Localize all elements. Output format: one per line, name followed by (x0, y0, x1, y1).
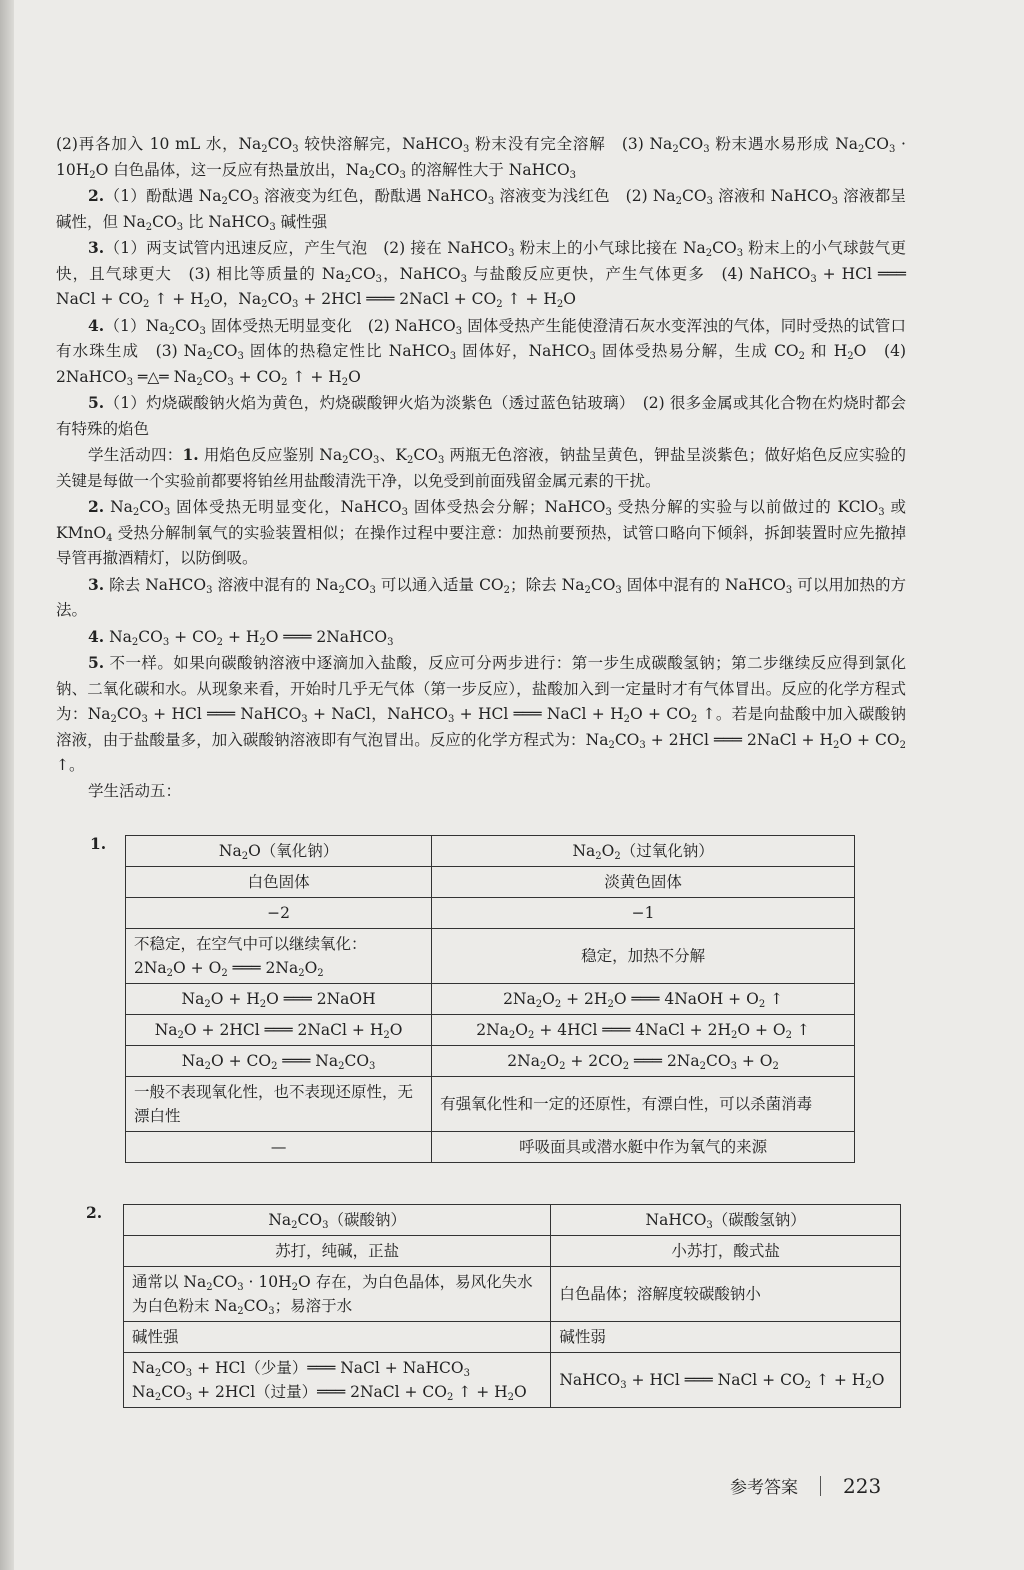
table-cell: 有强氧化性和一定的还原性，有漂白性，可以杀菌消毒 (432, 1077, 855, 1132)
table-cell: 苏打，纯碱，正盐 (124, 1236, 551, 1267)
page-number: 223 (843, 1473, 882, 1498)
answer-paragraph: 2. $Na_2CO_3$ 固体受热无明显变化，NaHCO$_3$ 固体受热会分解；NaHCO$_3$ 受热分解的实验与以前做过的 KClO$_3$ 或 KMnO$_4$ 受热分解制氧气的实验装置相似；在操作过程中要注意：加热前要预热，试管口略向下倾斜，拆卸装置时应先撤掉导管再撤酒精灯，以防倒吸。 (56, 497, 906, 567)
table-cell: $Na_2CO_3 + HCl$（少量）═══ NaCl + NaHCO$_3$ $Na_2CO_3 + 2HCl$（过量）═══ 2NaCl + $CO_2$ ↑ + $H_2O$ (124, 1353, 551, 1408)
table2-label: 2. (86, 1203, 103, 1222)
answer-paragraph: 3. 除去 NaHCO$_3$ 溶液中混有的 $Na_2CO_3$ 可以通入适量 $CO_2$；除去 $Na_2CO_3$ 固体中混有的 NaHCO$_3$ 可以用加热的方法。 (56, 574, 907, 619)
footer-section-title: 参考答案 (730, 1478, 798, 1498)
table-cell: −2 (126, 898, 432, 929)
answer-paragraph: 5.（1）灼烧碳酸钠火焰为黄色，灼烧碳酸钾火焰为淡紫色（透过蓝色钴玻璃） (2) 很多金属或其化合物在灼烧时都会有特殊的焰色 (56, 393, 906, 438)
table-cell: $Na_2O + CO_2$ ═══ $Na_2CO_3$ (126, 1046, 432, 1077)
answer-paragraph: 5. 不一样。如果向碳酸钠溶液中逐滴加入盐酸，反应可分两步进行：第一步生成碳酸氢钠；第二步继续反应得到氯化钠、二氧化碳和水。从现象来看，开始时几乎无气体（第一步反应），盐酸加入到一定量时才有气体冒出。反应的化学方程式为：$Na_2CO_3$ + HCl ═══ NaHCO$_3$ + NaCl，NaHCO$_3$ + HCl ═══ NaCl + $H_2O + CO_2$ ↑。若是向盐酸中加入碳酸钠溶液，由于盐酸量多，加入碳酸钠溶液即有气泡冒出。反应的化学方程式为：$Na_2CO_3 + 2HCl$ ═══ 2NaCl + $H_2O + CO_2$ ↑。 (56, 653, 906, 774)
table-cell: $2Na_2O_2 + 2CO_2$ ═══ $2Na_2CO_3 + O_2$ (432, 1046, 855, 1077)
table-cell: $Na_2O + H_2O$ ═══ 2NaOH (126, 984, 432, 1015)
table-row (124, 1205, 901, 1236)
table-cell: 呼吸面具或潜水艇中作为氧气的来源 (432, 1132, 855, 1163)
table-cell: $Na_2CO_3$（碳酸钠） (124, 1205, 551, 1236)
answer-paragraph: $4.(1)Na_2CO_3$ 固体受热无明显变化 (2) NaHCO$_3$ 固体受热产生能使澄清石灰水变浑浊的气体，同时受热的试管口有水珠生成 (3) $Na_2CO_3$ 固体的热稳定性比 NaHCO$_3$ 固体好，NaHCO$_3$ 固体受热易分解，生成 $CO_2$ 和 $H_2O$ (4) 2NaHCO$_3$ ═△═ $Na_2CO_3 + CO_2$ ↑ + $H_2O$ (56, 315, 907, 388)
table-row (126, 984, 855, 1015)
table-cell: 淡黄色固体 (432, 867, 855, 898)
table-cell: $Na_2O$（氧化钠） (126, 836, 432, 867)
footer-divider (820, 1476, 821, 1496)
answer-paragraph: 2.（1）酚酞遇 $Na_2CO_3$ 溶液变为红色，酚酞遇 NaHCO$_3$ 溶液变为浅红色 (2) $Na_2CO_3$ 溶液和 NaHCO$_3$ 溶液都呈碱性，但 $Na_2CO_3$ 比 NaHCO$_3$ 碱性强 (56, 186, 906, 233)
sodium-oxide-comparison-table (125, 835, 855, 1163)
table-cell: $2Na_2O_2 + 4HCl$ ═══ 4NaCl + $2H_2O + O_2$ ↑ (432, 1015, 855, 1046)
table-cell: 碱性弱 (551, 1322, 901, 1353)
table-cell: 小苏打，酸式盐 (551, 1236, 901, 1267)
table-row (124, 1236, 901, 1267)
answer-paragraph: 4. $Na_2CO_3 + CO_2 + H_2O$ ═══ 2NaHCO$_3$ (88, 626, 394, 648)
table-row (124, 1322, 901, 1353)
table-row (126, 1077, 855, 1132)
table-cell: 白色固体 (126, 867, 432, 898)
answer-paragraph: 3.（1）两支试管内迅速反应，产生气泡 (2) 接在 NaHCO$_3$ 粉末上的小气球比接在 $Na_2CO_3$ 粉末上的小气球鼓气更快，且气球更大 (3) 相比等质量的 $Na_2CO_3$，NaHCO$_3$ 与盐酸反应更快，产生气体更多 (4) NaHCO$_3$ + HCl ═══ NaCl + $CO_2$ ↑ + $H_2O$，$Na_2CO_3 + 2HCl$ ═══ 2NaCl + $CO_2$ ↑ + $H_2O$ (56, 238, 906, 310)
table-row (126, 898, 855, 929)
table-row (124, 1267, 901, 1322)
table-row (126, 929, 855, 984)
table-row (126, 1132, 855, 1163)
table1-label: 1. (90, 834, 107, 853)
table-cell: 一般不表现氧化性，也不表现还原性，无漂白性 (126, 1077, 432, 1132)
table-cell: 白色晶体；溶解度较碳酸钠小 (551, 1267, 901, 1322)
table-cell: 不稳定，在空气中可以继续氧化： $2Na_2O + O_2$ ═══ $2Na_2O_2$ (126, 929, 432, 984)
answer-paragraph: 学生活动四：1. 用焰色反应鉴别 $Na_2CO_3$、$K_2CO_3$ 两瓶无色溶液，钠盐呈黄色，钾盐呈淡紫色；做好焰色反应实验的关键是每做一个实验前都要将铂丝用盐酸清洗干净，以免受到前面残留金属元素的干扰。 (56, 445, 906, 490)
table-cell: 通常以 $Na_2CO_3 \cdot 10H_2O$ 存在，为白色晶体，易风化失水为白色粉末 $Na_2CO_3$；易溶于水 (124, 1267, 551, 1322)
table-cell: NaHCO$_3$（碳酸氢钠） (551, 1205, 901, 1236)
table-cell: $2Na_2O_2 + 2H_2O$ ═══ 4NaOH + $O_2$ ↑ (432, 984, 855, 1015)
table-row (124, 1353, 901, 1408)
table-row (126, 836, 855, 867)
book-spine-shadow (0, 0, 14, 1570)
table-cell: NaHCO$_3$ + HCl ═══ NaCl + $CO_2$ ↑ + $H_2O$ (551, 1353, 901, 1408)
answer-paragraph: 学生活动五： (88, 781, 182, 800)
answer-text (56, 132, 906, 804)
page-footer (730, 1473, 881, 1498)
table-row (126, 867, 855, 898)
sodium-carbonate-comparison-table (123, 1204, 901, 1408)
table-row (126, 1046, 855, 1077)
answer-paragraph: (2)再各加入 10 mL 水，$Na_2CO_3$ 较快溶解完，NaHCO$_3$ 粉末没有完全溶解 (3) $Na_2CO_3$ 粉末遇水易形成 $Na_2CO_3 \cdot 10H_2O$ 白色晶体，这一反应有热量放出，$Na_2CO_3$ 的溶解性大于 NaHCO$_3$ (56, 135, 906, 181)
table-cell: — (126, 1132, 432, 1163)
table-cell: −1 (432, 898, 855, 929)
table-cell: 碱性强 (124, 1322, 551, 1353)
table-cell: $Na_2O + 2HCl$ ═══ 2NaCl + $H_2O$ (126, 1015, 432, 1046)
table-row (126, 1015, 855, 1046)
table-cell: $Na_2O_2$（过氧化钠） (432, 836, 855, 867)
table-cell: 稳定，加热不分解 (432, 929, 855, 984)
